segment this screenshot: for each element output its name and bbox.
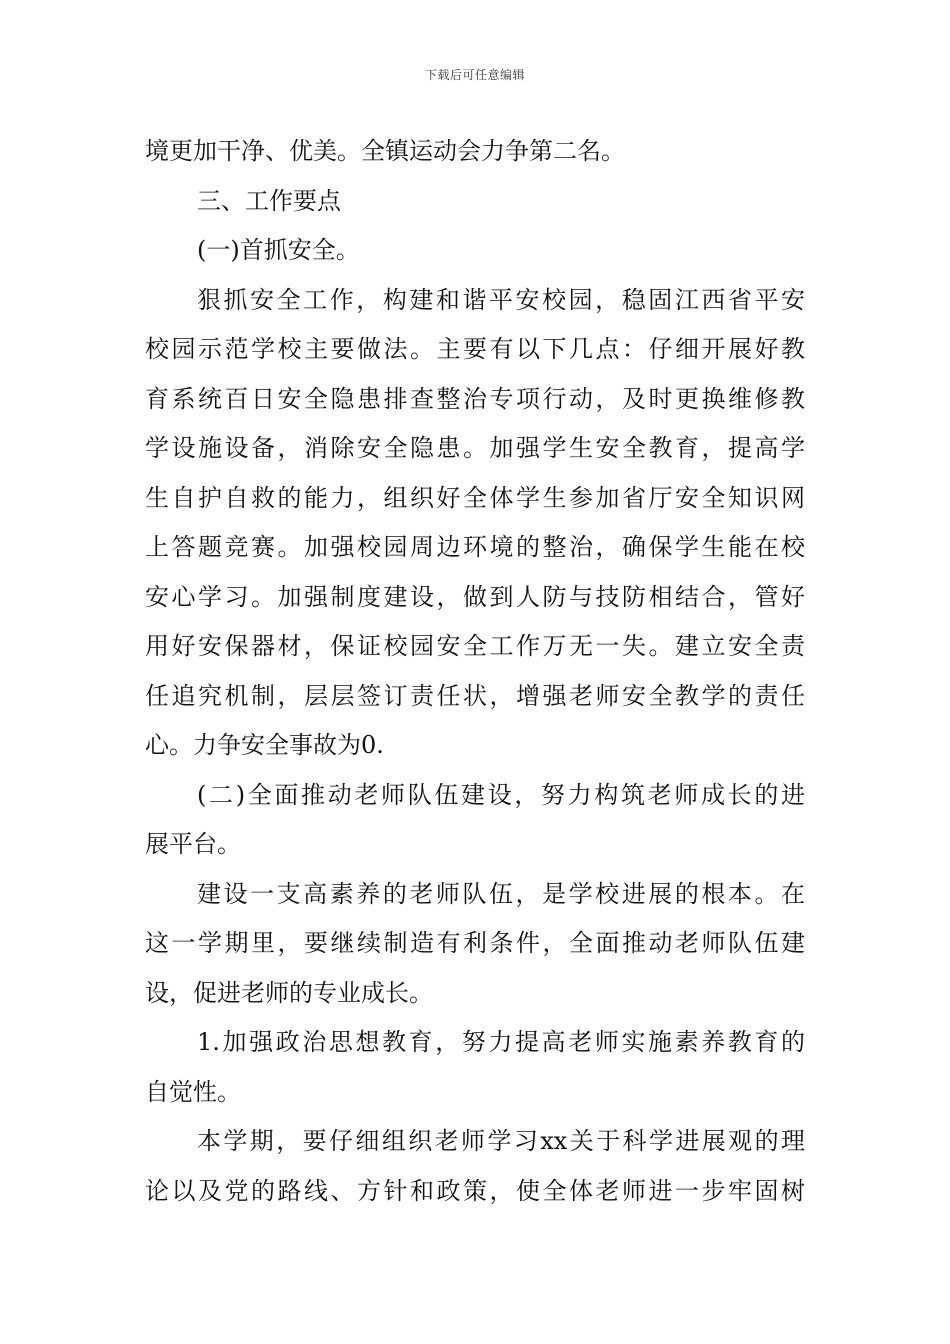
text-line: 三、工作要点 [197, 186, 341, 215]
text-line: 育系统百日安全隐患排查整治专项行动，及时更换维修教 [145, 384, 805, 413]
text-line: (二)全面推动老师队伍建设，努力构筑老师成长的进 [197, 780, 805, 809]
text-line: 安心学习。加强制度建设，做到人防与技防相结合，管好 [145, 582, 805, 611]
text-line: 狠抓安全工作，构建和谐平安校园，稳固江西省平安 [197, 285, 805, 314]
text-line: 用好安保器材，保证校园安全工作万无一失。建立安全责 [145, 632, 805, 660]
text-line: 1.加强政治思想教育，努力提高老师实施素养教育的 [197, 1028, 805, 1056]
text-line: 展平台。 [145, 830, 241, 858]
text-line: 建设一支高素养的老师队伍，是学校进展的根本。在 [197, 879, 805, 908]
header-note: 下载后可任意编辑 [424, 68, 525, 82]
text-line: 上答题竞赛。加强校园周边环境的整治，确保学生能在校 [145, 533, 805, 561]
text-line: 这一学期里，要继续制造有利条件，全面推动老师队伍建 [145, 929, 805, 957]
text-line: 生自护自救的能力，组织好全体学生参加省厅安全知识网 [145, 483, 805, 512]
text-line: 校园示范学校主要做法。主要有以下几点：仔细开展好教 [145, 335, 805, 363]
text-line: 本学期，要仔细组织老师学习xx关于科学进展观的理 [197, 1127, 805, 1155]
text-line: 学设施设备，消除安全隐患。加强学生安全教育，提高学 [145, 434, 805, 462]
text-line: 设，促进老师的专业成长。 [145, 978, 433, 1007]
text-line: 任追究机制，层层签订责任状，增强老师安全教学的责任 [145, 681, 805, 710]
text-line: (一)首抓安全。 [197, 236, 360, 264]
text-line: 境更加干净、优美。全镇运动会力争第二名。 [145, 137, 625, 165]
text-line: 论以及党的路线、方针和政策，使全体老师进一步牢固树 [145, 1176, 805, 1205]
text-line: 心。力争安全事故为0. [145, 731, 384, 759]
document-body [145, 127, 805, 1216]
text-line: 自觉性。 [145, 1077, 241, 1106]
